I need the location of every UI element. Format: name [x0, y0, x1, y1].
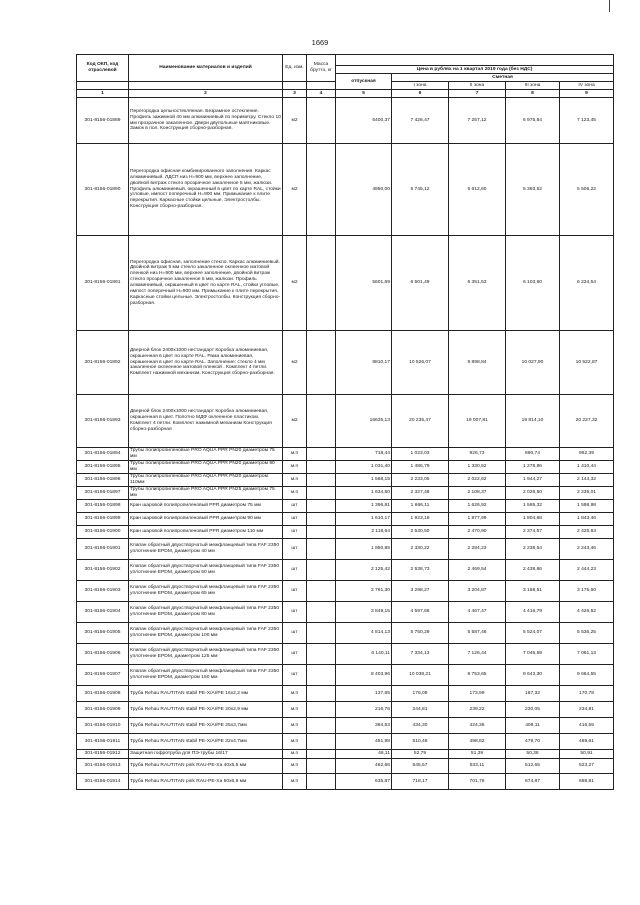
table-row — [77, 395, 614, 448]
col-header-zone-1: I зона — [392, 82, 449, 90]
product-code: 301-8156-01891 — [77, 236, 129, 331]
table-row — [77, 500, 614, 513]
col-number-3: 3 — [283, 90, 307, 98]
table-row — [77, 461, 614, 474]
price-zone-1: 2 330,22 — [392, 539, 449, 560]
price-zone-4: 50,91 — [560, 750, 614, 759]
price-otpusknaya: 6400,37 — [336, 98, 392, 144]
price-zone-3: 1 944,27 — [506, 474, 560, 487]
price-zone-1: 7 334,13 — [392, 644, 449, 665]
table-row — [77, 750, 614, 759]
price-otpusknaya: 2 761,30 — [336, 581, 392, 602]
price-zone-4: 489,61 — [560, 734, 614, 750]
product-code: 301-8156-01898 — [77, 500, 129, 513]
col-number-2: 2 — [129, 90, 283, 98]
table-row — [77, 623, 614, 644]
table-row — [77, 98, 614, 144]
price-zone-4: 3 175,50 — [560, 581, 614, 602]
price-zone-3: 2 026,50 — [506, 487, 560, 500]
price-otpusknaya: 462,66 — [336, 759, 392, 774]
col-header-price-title: Цена в рублях на 1 квартал 2019 года (без НДС) — [336, 66, 614, 74]
mass — [307, 560, 336, 581]
col-header-blank-unit — [283, 82, 307, 90]
unit: шт — [283, 560, 307, 581]
product-code: 301-8156-01905 — [77, 623, 129, 644]
product-name: Клапан обратный двухстворчатый межфланцевый типа FAF 2350 уплотнение EPDM, диаметром 125 мм — [129, 644, 283, 665]
page-number: 1669 — [311, 38, 329, 47]
price-zone-4: 20 227,32 — [560, 395, 614, 448]
col-header-otpusknaya: отпускная — [336, 74, 392, 90]
price-zone-4: 234,81 — [560, 702, 614, 718]
product-code: 301-8156-01895 — [77, 461, 129, 474]
mass — [307, 144, 336, 236]
table-row — [77, 144, 614, 236]
unit: м.п — [283, 734, 307, 750]
price-zone-3: 479,70 — [506, 734, 560, 750]
price-zone-1: 2 327,48 — [392, 487, 449, 500]
table-row — [77, 448, 614, 461]
price-zone-2: 1 626,92 — [449, 500, 506, 513]
price-zone-1: 52,79 — [392, 750, 449, 759]
price-zone-3: 50,38 — [506, 750, 560, 759]
price-otpusknaya: 451,98 — [336, 734, 392, 750]
price-zone-1: 545,57 — [392, 759, 449, 774]
price-otpusknaya: 16635,13 — [336, 395, 392, 448]
product-code: 301-8156-01908 — [77, 686, 129, 702]
col-header-zone-2: II зона — [449, 82, 506, 90]
product-name: Труба Rehau RAUTITAN stabil PE-X/AI/PE 25х3,7мм — [129, 718, 283, 734]
product-name: Защитная гофротруба для ПЭ-трубы 16/17 — [129, 750, 283, 759]
mass — [307, 623, 336, 644]
product-code: 301-8156-01900 — [77, 526, 129, 539]
unit: шт — [283, 539, 307, 560]
price-zone-2: 9 753,65 — [449, 665, 506, 686]
price-zone-3: 1 804,68 — [506, 513, 560, 526]
price-zone-4: 688,81 — [560, 774, 614, 790]
price-zone-2: 2 470,90 — [449, 526, 506, 539]
price-zone-3: 2 374,57 — [506, 526, 560, 539]
product-name: Перегородка офисная комбинированного заполнения. Каркас алюминиевый. ЛДСП низ Н=900 мм, верхнее заполнение, двойной витраж стекло прозрачное закаленное 5 мм, жалюзи. Профиль алюминиевый, окрашенный в цвет по карте RAL, стойки угловые, импост поперечный Н=900 мм. Примыкание к плите перекрытия. Каркасные стойки цельные. Электростолбы. Конструкция сборно-разборная. — [129, 144, 283, 236]
col-header-blank-code — [77, 82, 129, 90]
price-zone-4: 2 425,63 — [560, 526, 614, 539]
mass — [307, 448, 336, 461]
price-zone-3: 10 027,90 — [506, 331, 560, 395]
price-zone-1: 20 235,47 — [392, 395, 449, 448]
price-zone-2: 5 612,60 — [449, 144, 506, 236]
price-zone-1: 1 486,79 — [392, 461, 449, 474]
mass — [307, 395, 336, 448]
price-otpusknaya: 384,53 — [336, 718, 392, 734]
product-code: 301-8156-01892 — [77, 331, 129, 395]
col-header-unit: Ед. изм. — [283, 55, 307, 82]
price-zone-1: 10 526,07 — [392, 331, 449, 395]
col-number-7: 7 — [449, 90, 506, 98]
unit: м.п — [283, 750, 307, 759]
table-row — [77, 644, 614, 665]
product-code: 301-8156-01911 — [77, 734, 129, 750]
table-row — [77, 734, 614, 750]
mass — [307, 750, 336, 759]
price-otpusknaya: 1 610,17 — [336, 513, 392, 526]
price-otpusknaya: 8 403,96 — [336, 665, 392, 686]
price-zone-2: 2 284,23 — [449, 539, 506, 560]
table-row — [77, 539, 614, 560]
price-zone-2: 7 126,44 — [449, 644, 506, 665]
product-name: Труба Rehau RAUTITAN stabil PE-X/AI/PE 32х4,7мм — [129, 734, 283, 750]
price-zone-4: 5 536,25 — [560, 623, 614, 644]
price-zone-1: 510,48 — [392, 734, 449, 750]
price-zone-4: 10 522,87 — [560, 331, 614, 395]
unit: шт — [283, 623, 307, 644]
price-otpusknaya: 2 125,42 — [336, 560, 392, 581]
col-number-8: 8 — [506, 90, 560, 98]
mass — [307, 500, 336, 513]
product-code: 301-8156-01899 — [77, 513, 129, 526]
product-name: Дверной блок 2400х1000 нестандарт Коробка алюминиевая, окрашенная в цвет по карте RAL. Рама алюминиевая, окрашенная в цвет по карте RAL. Заполнение: стекло 4 мм закаленное оклеенное матовой пленкой . Комплект 4 петли. Комплект нажимной механизм. Конструкция сборно-разборная. — [129, 331, 283, 395]
product-name: Кран шаровой полипропиленовый PPR диаметром 90 мм — [129, 513, 283, 526]
product-code: 301-8156-01912 — [77, 750, 129, 759]
unit: м.п — [283, 448, 307, 461]
col-header-smetnaya: Сметная — [392, 74, 614, 82]
mass — [307, 581, 336, 602]
col-number-9: 9 — [560, 90, 614, 98]
mass — [307, 759, 336, 774]
table-row — [77, 236, 614, 331]
price-zone-2: 4 467,47 — [449, 602, 506, 623]
price-otpusknaya: 6 140,11 — [336, 644, 392, 665]
price-otpusknaya: 1 396,81 — [336, 500, 392, 513]
price-zone-1: 1 666,11 — [392, 500, 449, 513]
table-row — [77, 686, 614, 702]
price-zone-2: 2 108,37 — [449, 487, 506, 500]
price-otpusknaya: 3 849,15 — [336, 602, 392, 623]
price-zone-1: 2 538,73 — [392, 560, 449, 581]
price-zone-3: 6 975,84 — [506, 98, 560, 144]
product-code: 301-8156-01906 — [77, 644, 129, 665]
product-name: Клапан обратный двухстворчатый межфланцевый типа FAF 2350 уплотнение EPDM, диаметром 80 мм — [129, 602, 283, 623]
table-row — [77, 602, 614, 623]
col-number-5: 5 — [336, 90, 392, 98]
price-zone-3: 5 393,52 — [506, 144, 560, 236]
product-name: Труба Rehau RAUTITAN stabil PE-X/AI/PE 20х2,9 мм — [129, 702, 283, 718]
product-name: Трубы полипропиленовые PRO AQUA PPR PN20 диаметром 90 мм — [129, 461, 283, 474]
price-zone-1: 7 428,47 — [392, 98, 449, 144]
price-zone-2: 19 007,81 — [449, 395, 506, 448]
product-name: Труба Rehau RAUTITAN pink RAU-PE-Xa 40х5,5 мм — [129, 759, 283, 774]
product-name: Клапан обратный двухстворчатый межфланцевый типа FAF 2350 уплотнение EPDM, диаметром 150 мм — [129, 665, 283, 686]
col-number-1: 1 — [77, 90, 129, 98]
price-zone-2: 701,76 — [449, 774, 506, 790]
product-name: Трубы полипропиленовые PRO AQUA PPR PN20 диаметром 75 мм — [129, 448, 283, 461]
price-zone-4: 5 506,22 — [560, 144, 614, 236]
price-zone-2: 5 587,46 — [449, 623, 506, 644]
price-zone-2: 533,11 — [449, 759, 506, 774]
price-zone-4: 1 598,98 — [560, 500, 614, 513]
price-zone-3: 6 103,60 — [506, 236, 560, 331]
mass — [307, 718, 336, 734]
price-zone-2: 3 204,87 — [449, 581, 506, 602]
price-zone-2: 9 898,84 — [449, 331, 506, 395]
price-zone-4: 2 144,32 — [560, 474, 614, 487]
col-header-price-empty — [336, 55, 614, 66]
unit: шт — [283, 602, 307, 623]
price-zone-2: 173,99 — [449, 686, 506, 702]
product-code: 301-8156-01902 — [77, 560, 129, 581]
price-zone-3: 9 643,30 — [506, 665, 560, 686]
product-code: 301-8156-01907 — [77, 665, 129, 686]
unit: м2 — [283, 331, 307, 395]
table-row — [77, 774, 614, 790]
product-name: Клапан обратный двухстворчатый межфланцевый типа FAF 2350 уплотнение EPDM, диаметром 65 мм — [129, 581, 283, 602]
price-zone-2: 6 351,53 — [449, 236, 506, 331]
price-zone-1: 1 023,03 — [392, 448, 449, 461]
price-zone-4: 2 444,23 — [560, 560, 614, 581]
mass — [307, 602, 336, 623]
price-zone-4: 4 426,52 — [560, 602, 614, 623]
price-otpusknaya: 1 568,15 — [336, 474, 392, 487]
price-otpusknaya: 1 634,50 — [336, 487, 392, 500]
price-zone-2: 424,36 — [449, 718, 506, 734]
price-otpusknaya: 5601,69 — [336, 236, 392, 331]
product-code: 301-8156-01914 — [77, 774, 129, 790]
unit: м.п — [283, 759, 307, 774]
price-otpusknaya: 46,11 — [336, 750, 392, 759]
product-name: Труба Rehau RAUTITAN stabil PE-X/AI/PE 16х2,2 мм — [129, 686, 283, 702]
price-zone-4: 6 234,54 — [560, 236, 614, 331]
table-row — [77, 665, 614, 686]
price-zone-2: 1 330,52 — [449, 461, 506, 474]
price-zone-1: 6 501,49 — [392, 236, 449, 331]
table-row — [77, 560, 614, 581]
unit: м.п — [283, 702, 307, 718]
price-zone-1: 434,30 — [392, 718, 449, 734]
col-header-mass: Масса брутто, кг — [307, 55, 336, 82]
col-header-blank-name — [129, 82, 283, 90]
price-zone-4: 2 243,46 — [560, 539, 614, 560]
table-row — [77, 526, 614, 539]
price-zone-4: 7 061,13 — [560, 644, 614, 665]
price-zone-1: 5 745,12 — [392, 144, 449, 236]
price-zone-4: 9 664,55 — [560, 665, 614, 686]
price-otpusknaya: 216,76 — [336, 702, 392, 718]
product-name: Труба Rehau RAUTITAN pink RAU-PE-Xa 50х6,9 мм — [129, 774, 283, 790]
unit: м2 — [283, 98, 307, 144]
price-otpusknaya: 718,44 — [336, 448, 392, 461]
price-otpusknaya: 137,65 — [336, 686, 392, 702]
mass — [307, 702, 336, 718]
price-zone-2: 7 257,12 — [449, 98, 506, 144]
price-zone-4: 962,39 — [560, 448, 614, 461]
product-name: Кран шаровой полипропиленовый PPR диаметром 110 мм — [129, 526, 283, 539]
unit: м2 — [283, 236, 307, 331]
price-zone-3: 2 238,54 — [506, 539, 560, 560]
price-zone-3: 5 524,07 — [506, 623, 560, 644]
price-zone-3: 890,74 — [506, 448, 560, 461]
price-zone-2: 1 877,99 — [449, 513, 506, 526]
price-otpusknaya: 4950,00 — [336, 144, 392, 236]
price-zone-1: 10 038,21 — [392, 665, 449, 686]
mass — [307, 644, 336, 665]
price-zone-2: 926,73 — [449, 448, 506, 461]
price-zone-1: 4 597,66 — [392, 602, 449, 623]
price-otpusknaya: 1 950,85 — [336, 539, 392, 560]
col-header-zone-4: IV зона — [560, 82, 614, 90]
price-zone-3: 167,32 — [506, 686, 560, 702]
price-zone-2: 239,22 — [449, 702, 506, 718]
product-name: Перегородка цельностеклянная. Безрамное остекление. Профиль зажимной 40 мм алюминиевый по периметру. Стекло 10 мм прозрачное закаленное. Двери двупольные маятниковые. Замок в пол. Конструкция сборно-разборная. — [129, 98, 283, 144]
col-header-zone-3: III зона — [506, 82, 560, 90]
product-name: Трубы полипропиленовые PRO AQUA PPR PN20 диаметром 110мм — [129, 474, 283, 487]
col-header-blank-mass — [307, 82, 336, 90]
col-number-4: 4 — [307, 90, 336, 98]
product-name: Клапан обратный двухстворчатый межфланцевый типа FAF 2350 уплотнение EPDM, диаметром 100 мм — [129, 623, 283, 644]
table-row — [77, 487, 614, 500]
price-otpusknaya: 1 031,40 — [336, 461, 392, 474]
table-row — [77, 513, 614, 526]
price-otpusknaya: 2 118,64 — [336, 526, 392, 539]
product-code: 301-8156-01904 — [77, 602, 129, 623]
price-zone-2: 2 022,62 — [449, 474, 506, 487]
price-zone-1: 2 233,05 — [392, 474, 449, 487]
mass — [307, 686, 336, 702]
price-zone-3: 674,87 — [506, 774, 560, 790]
unit: шт — [283, 644, 307, 665]
unit: м.п — [283, 774, 307, 790]
unit: м.п — [283, 718, 307, 734]
price-zone-3: 4 416,79 — [506, 602, 560, 623]
price-zone-4: 1 843,46 — [560, 513, 614, 526]
table-row — [77, 759, 614, 774]
price-zone-1: 176,09 — [392, 686, 449, 702]
product-code: 301-8156-01897 — [77, 487, 129, 500]
price-zone-4: 416,55 — [560, 718, 614, 734]
product-name: Клапан обратный двухстворчатый межфланцевый типа FAF 2350 уплотнение EPDM, диаметром 50 мм — [129, 560, 283, 581]
price-otpusknaya: 4 814,13 — [336, 623, 392, 644]
price-zone-3: 230,05 — [506, 702, 560, 718]
product-name: Кран шаровой полипропиленовый PPR диаметром 75 мм — [129, 500, 283, 513]
price-zone-1: 244,81 — [392, 702, 449, 718]
product-code: 301-8156-01896 — [77, 474, 129, 487]
col-number-6: 6 — [392, 90, 449, 98]
unit: м2 — [283, 144, 307, 236]
price-zone-2: 498,82 — [449, 734, 506, 750]
table-row — [77, 331, 614, 395]
unit: м.п — [283, 474, 307, 487]
product-code: 301-8156-01903 — [77, 581, 129, 602]
product-code: 301-8156-01910 — [77, 718, 129, 734]
product-name: Дверной блок 2400х1000 нестандарт Коробка алюминиевая, окрашенная в цвет. Полотно МДФ оклеенное пластиком. Комплект 4 петли. Комплект нажимной механизм Конструкция сборно-разборная — [129, 395, 283, 448]
product-code: 301-8156-01913 — [77, 759, 129, 774]
mass — [307, 331, 336, 395]
mass — [307, 236, 336, 331]
mass — [307, 98, 336, 144]
price-zone-4: 523,27 — [560, 759, 614, 774]
unit: м.п — [283, 487, 307, 500]
mass — [307, 734, 336, 750]
price-zone-4: 170,78 — [560, 686, 614, 702]
product-code: 301-8156-01909 — [77, 702, 129, 718]
price-zone-1: 1 923,19 — [392, 513, 449, 526]
product-code: 301-8156-01893 — [77, 395, 129, 448]
unit: шт — [283, 526, 307, 539]
unit: шт — [283, 665, 307, 686]
price-zone-3: 3 168,51 — [506, 581, 560, 602]
table-row — [77, 718, 614, 734]
mass — [307, 539, 336, 560]
price-zone-1: 718,17 — [392, 774, 449, 790]
col-header-code: Код ОКП, код отраслевой — [77, 55, 129, 82]
price-zone-1: 2 530,50 — [392, 526, 449, 539]
price-zone-4: 1 410,44 — [560, 461, 614, 474]
col-header-name: Наименование материалов и изделий — [129, 55, 283, 82]
price-otpusknaya: 635,87 — [336, 774, 392, 790]
price-zone-2: 2 469,54 — [449, 560, 506, 581]
price-table — [76, 54, 614, 790]
price-zone-1: 5 750,29 — [392, 623, 449, 644]
mass — [307, 526, 336, 539]
unit: шт — [283, 513, 307, 526]
unit: м.п — [283, 686, 307, 702]
table-row — [77, 474, 614, 487]
price-zone-1: 3 298,27 — [392, 581, 449, 602]
price-zone-4: 2 235,01 — [560, 487, 614, 500]
table-row — [77, 702, 614, 718]
product-name: Трубы полипропиленовые PRO AQUA PPR PN25 диаметром 75 мм — [129, 487, 283, 500]
price-zone-3: 19 814,10 — [506, 395, 560, 448]
product-code: 301-8156-01889 — [77, 98, 129, 144]
mass — [307, 461, 336, 474]
mass — [307, 487, 336, 500]
price-zone-3: 1 278,86 — [506, 461, 560, 474]
price-zone-3: 1 565,32 — [506, 500, 560, 513]
unit: м.п — [283, 461, 307, 474]
product-name: Клапан обратный двухстворчатый межфланцевый типа FAF 2350 уплотнение EPDM, диаметром 40 мм — [129, 539, 283, 560]
price-zone-4: 7 123,45 — [560, 98, 614, 144]
mass — [307, 474, 336, 487]
product-code: 301-8156-01890 — [77, 144, 129, 236]
price-zone-3: 408,11 — [506, 718, 560, 734]
unit: шт — [283, 581, 307, 602]
unit: м2 — [283, 395, 307, 448]
price-zone-3: 2 438,86 — [506, 560, 560, 581]
product-code: 301-8156-01894 — [77, 448, 129, 461]
price-zone-2: 51,39 — [449, 750, 506, 759]
price-zone-3: 512,65 — [506, 759, 560, 774]
scan-edge-mark — [609, 0, 610, 12]
product-code: 301-8156-01901 — [77, 539, 129, 560]
mass — [307, 665, 336, 686]
product-name: Перегородка офисная, заполнение стекло. Каркас алюминиевый. Двойной витраж 5 мм стекло закаленное оклеенное матовой пленкой низ Н=900 мм, верхнее заполнение, двойной витраж стекло прозрачное закаленное 5 мм, жалюзи. Профиль алюминиевый, окрашенный в цвет по карте RAL, стойки угловые, импост поперечный Н=900 мм. Примыкание к плите перекрытия. Каркасные стойки цельные. Электростолбы. Конструкция сборно-разборная. — [129, 236, 283, 331]
unit: шт — [283, 500, 307, 513]
mass — [307, 774, 336, 790]
mass — [307, 513, 336, 526]
table-row — [77, 581, 614, 602]
price-otpusknaya: 8810,17 — [336, 331, 392, 395]
price-zone-3: 7 045,59 — [506, 644, 560, 665]
